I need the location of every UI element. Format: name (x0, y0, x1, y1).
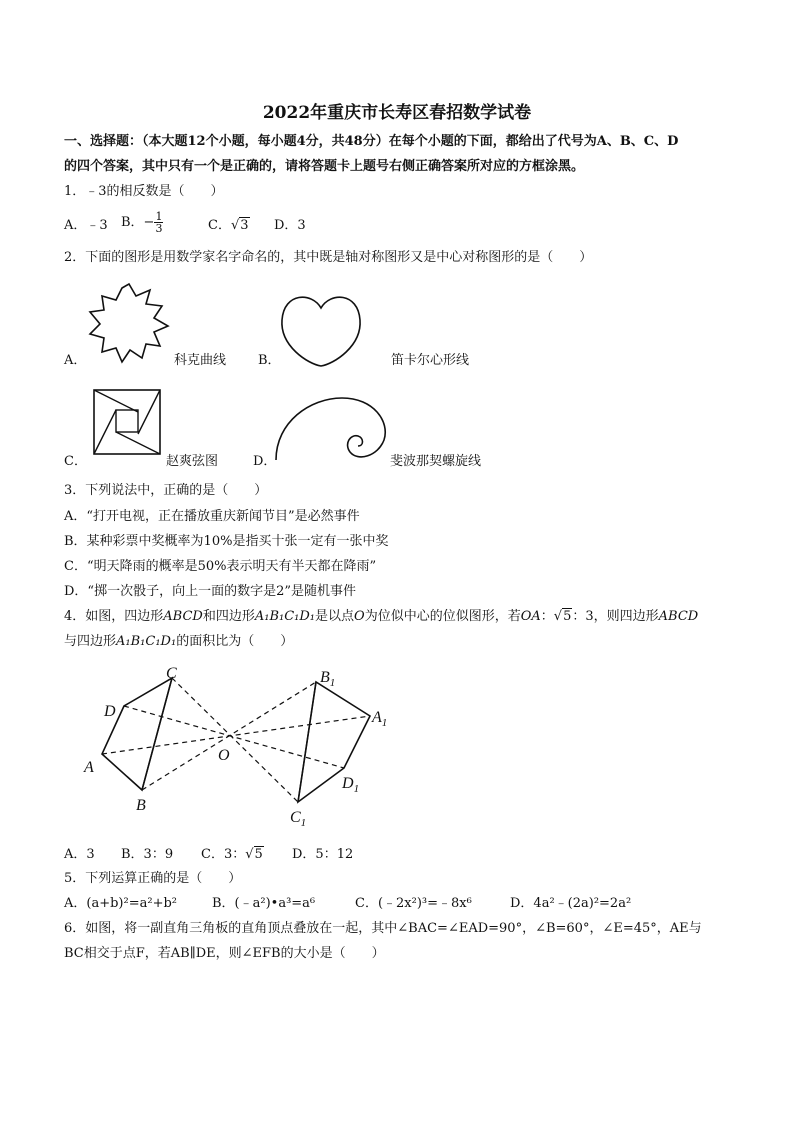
q5-option-c: C．(﹣2x²)³=﹣8x⁶ (355, 896, 472, 911)
q3-stem: 3．下列说法中，正确的是（ ） (64, 483, 268, 498)
q4-stem-text: 是以点 (315, 609, 355, 624)
label-d: D (104, 703, 116, 720)
label-c1-main: C (290, 809, 301, 826)
label-c1 (290, 809, 306, 829)
q5-option-d: D．4a²﹣(2a)²=2a² (510, 896, 632, 911)
zhao-shuang-figure (92, 388, 164, 458)
label-d1-main: D (342, 775, 354, 792)
q3-option-a: A．“打开电视，正在播放重庆新闻节目”是必然事件 (64, 509, 360, 524)
q4-a1b1c1d1: A₁B₁C₁D₁ (254, 609, 316, 624)
q1-stem: 1．﹣3的相反数是（ ） (64, 184, 224, 199)
q5-option-a: A．(a+b)²=a²+b² (64, 896, 177, 911)
label-b1-sub: 1 (329, 677, 336, 689)
q4-stem-text: 4．如图，四边形 (64, 609, 164, 624)
q4-option-a: A．3 (64, 847, 95, 862)
cardioid-figure (276, 290, 366, 370)
label-c: C (166, 665, 177, 682)
section-instruction-line2: 的四个答案，其中只有一个是正确的，请将答题卡上题号右侧正确答案所对应的方框涂黑。 (64, 159, 585, 174)
triangle-edge (138, 390, 160, 434)
label-d1-sub: 1 (353, 783, 360, 795)
q4-option-c-prefix: C．3： (201, 847, 246, 862)
q4-option-c-radicand: 5 (254, 847, 263, 862)
q3-option-b: B．某种彩票中奖概率为10%是指买十张一定有一张中奖 (64, 534, 389, 549)
q4-stem-text: 和四边形 (202, 609, 255, 624)
q4-a1b1c1d1: A₁B₁C₁D₁ (116, 634, 177, 649)
outer-square (94, 390, 160, 454)
q2-option-b-label: B． (258, 353, 281, 368)
q4-stem-text: 为位似中心的位似图形，若 (364, 609, 521, 624)
label-b: B (136, 797, 146, 814)
q4-option-b: B．3：9 (121, 847, 174, 862)
diagonal-bd (142, 678, 172, 790)
q2-option-d-label: D． (253, 454, 277, 469)
quadrilateral-a1b1c1d1 (298, 682, 370, 802)
q1-option-b (121, 211, 163, 234)
triangle-edge (94, 390, 138, 412)
q2-option-d-caption: 斐波那契螺旋线 (390, 454, 482, 469)
q1-option-c-radicand: 3 (240, 218, 249, 233)
q6-stem-line1: 6．如图，将一副直角三角板的直角顶点叠放在一起，其中∠BAC=∠EAD=90°，∠B=60°，∠E=45°，AE与 (64, 921, 702, 936)
fraction-numerator: 1 (155, 210, 163, 223)
q2-option-b-caption: 笛卡尔心形线 (391, 353, 470, 368)
q4-option-d: D．5：12 (292, 847, 354, 862)
q2-option-a-label: A． (64, 353, 87, 368)
koch-snowflake-curve (90, 284, 168, 362)
cardioid-curve (282, 297, 360, 366)
label-a1-sub: 1 (381, 717, 388, 729)
label-o: O (218, 747, 230, 764)
diagonal-b1c1 (298, 682, 316, 802)
fibonacci-spiral-figure (270, 392, 390, 462)
q5-stem: 5．下列运算正确的是（ ） (64, 871, 242, 886)
quadrilateral-abcd (102, 678, 172, 790)
q4-stem-line2 (64, 633, 293, 651)
q2-option-a-caption: 科克曲线 (174, 353, 227, 368)
label-a1-main: A (372, 709, 382, 726)
q4-abcd: ABCD (163, 609, 203, 624)
q1-option-c-prefix: C． (208, 218, 231, 233)
dashed-line-aa1 (102, 716, 370, 754)
fraction-denominator: 3 (155, 222, 163, 235)
q4-oa: OA (520, 609, 541, 624)
q1-option-a: A．﹣3 (64, 218, 108, 233)
q1-option-d: D．3 (274, 218, 306, 233)
q1-option-c: C．√3 (208, 218, 249, 233)
label-a: A (84, 759, 94, 776)
triangle-edge (116, 432, 160, 454)
label-d1 (341, 775, 359, 795)
q4-stem-line1: 4．如图，四边形ABCD和四边形A₁B₁C₁D₁是以点O为位似中心的位似图形，若OA：√5：3，则四边形ABCD (64, 609, 699, 624)
label-a1 (371, 709, 387, 729)
q4-radicand: 5 (563, 609, 572, 624)
q2-option-c-label: C． (64, 454, 87, 469)
q3-option-d: D．“掷一次骰子，向上一面的数字是2”是随机事件 (64, 584, 356, 599)
label-c1-sub: 1 (300, 817, 307, 829)
q1-option-b-prefix: B．− (121, 215, 155, 230)
q4-stem-text: ： (540, 609, 554, 624)
homothety-figure (80, 664, 410, 834)
inner-square (116, 410, 138, 432)
q4-stem-text: 与四边形 (64, 634, 117, 649)
q4-abcd: ABCD (658, 609, 699, 624)
q4-option-c: C．3：√5 (201, 847, 263, 862)
triangle-edge (94, 410, 116, 454)
q4-stem-text: ：3，则四边形 (572, 609, 659, 624)
q2-stem: 2．下面的图形是用数学家名字命名的，其中既是轴对称图形又是中心对称图形的是（ ） (64, 250, 593, 265)
q6-stem-line2: BC相交于点F，若AB∥DE，则∠EFB的大小是（ ） (64, 946, 385, 961)
fibonacci-spiral-curve (276, 398, 385, 460)
page-title: 2022年重庆市长寿区春招数学试卷 (262, 103, 532, 123)
koch-snowflake-figure (84, 280, 174, 366)
q5-option-b: B．(﹣a²)•a³=a⁶ (212, 896, 316, 911)
section-instruction-line1: 一、选择题：（本大题12个小题，每小题4分，共48分）在每个小题的下面，都给出了代号为A、B、C、D (64, 134, 679, 149)
q4-stem-text: 的面积比为（ ） (176, 634, 294, 649)
q4-point-o: O (354, 609, 365, 624)
label-b1-main: B (320, 669, 330, 686)
q1-option-b-fraction (154, 211, 163, 234)
dashed-line-cc1 (172, 678, 298, 802)
q2-option-c-caption: 赵爽弦图 (166, 454, 219, 469)
q3-option-c: C．“明天降雨的概率是50%表示明天有半天都在降雨” (64, 559, 377, 574)
